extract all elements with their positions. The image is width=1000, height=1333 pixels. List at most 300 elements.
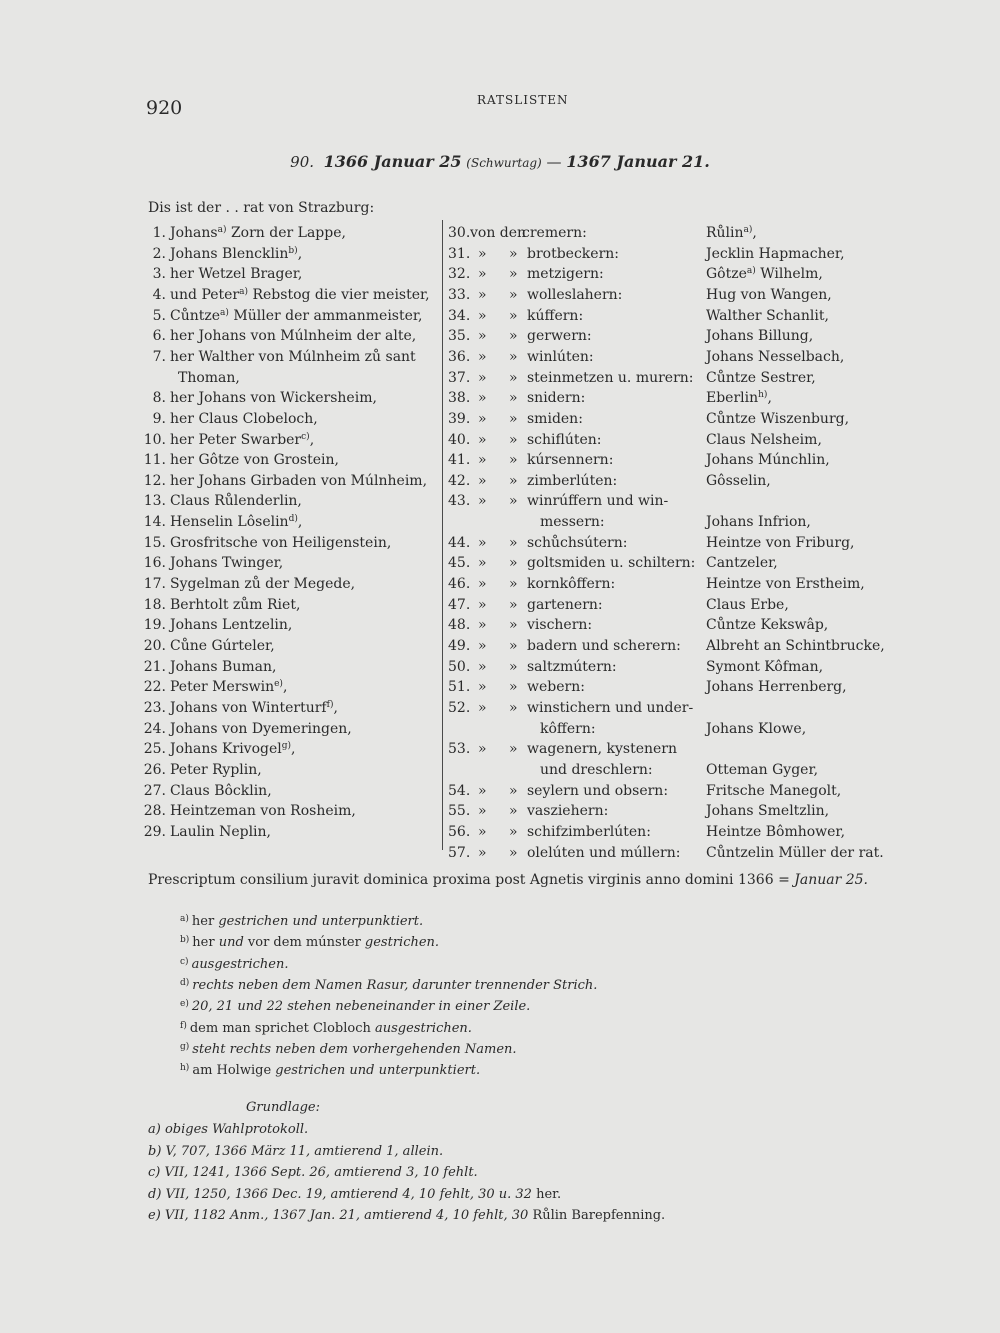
representative-tail: Wilhelm, — [755, 266, 823, 283]
guild-prefix: » — [478, 782, 487, 799]
representative-name: Cůntze Wiszenburg, — [706, 410, 850, 427]
footnote-marker: f) — [326, 699, 334, 710]
member-name — [170, 595, 300, 615]
member-name-tail: Zorn der Lappe, — [226, 225, 346, 241]
member-name-text: und Peter — [170, 286, 240, 303]
member-name — [170, 326, 416, 346]
member-name-text: Johans Blencklin — [170, 245, 289, 262]
representative-name: Walther Schanlit, — [706, 307, 829, 324]
member-number: 14. — [143, 514, 166, 531]
member-number: 7. — [152, 348, 166, 365]
member-name — [170, 491, 302, 511]
guild-representative — [706, 512, 811, 532]
guild-prefix-repeat: » — [509, 369, 518, 386]
guild-prefix-repeat: » — [509, 576, 518, 593]
member-name — [170, 719, 352, 739]
guild-prefix: » — [478, 410, 487, 427]
member-number: 23. — [143, 699, 166, 716]
representative-name: Claus Erbe, — [706, 596, 789, 613]
guild-prefix: » — [478, 266, 487, 283]
footnote-italic: ausgestrichen. — [375, 1020, 472, 1036]
guild-trade: vasziehern: — [527, 803, 609, 820]
guild-prefix-repeat: » — [509, 307, 518, 324]
footnote-italic-2: gestrichen. — [364, 935, 440, 951]
member-name — [170, 388, 377, 408]
representative-name: Johans Billung, — [706, 328, 814, 345]
representative-name: Johans Smeltzlin, — [706, 803, 830, 820]
member-name — [170, 533, 391, 553]
footnote-italic: steht rechts neben dem vorhergehenden Namen. — [192, 1041, 517, 1057]
representative-name: Heintze von Friburg, — [706, 534, 855, 551]
guild-representative — [706, 223, 757, 243]
guild-representative — [706, 595, 789, 615]
guild-prefix-repeat: » — [509, 286, 518, 303]
guild-number: 55. — [448, 803, 471, 820]
representative-name: Gôtze — [706, 266, 747, 283]
footnote-marker: a) — [746, 266, 756, 277]
footnote-mark: d) — [180, 977, 190, 988]
grundlage-title: Grundlage: — [246, 1100, 320, 1115]
member-number: 22. — [143, 679, 166, 696]
member-name-text: her Gôtze von Grostein, — [170, 452, 339, 469]
guild-representative — [706, 677, 847, 697]
guild-trade: messern: — [540, 514, 605, 531]
member-name — [170, 430, 314, 450]
footnote-marker: d) — [288, 514, 298, 525]
member-name — [170, 760, 262, 780]
representative-name: Eberlin — [706, 390, 759, 407]
guild-representative — [706, 636, 885, 656]
guild-prefix-repeat: » — [509, 844, 518, 861]
member-name — [170, 801, 356, 821]
prescript-date: Januar 25. — [794, 872, 868, 888]
member-name-text: her Johans von Wickersheim, — [170, 390, 377, 407]
member-number: 15. — [143, 534, 166, 551]
footnote-mark: c) — [180, 956, 189, 967]
member-name-text: Claus Růlenderlin, — [170, 493, 302, 510]
member-name — [170, 636, 275, 656]
page-number: 920 — [146, 97, 183, 119]
guild-prefix-repeat: » — [509, 390, 518, 407]
guild-prefix: » — [478, 286, 487, 303]
member-name — [170, 244, 302, 264]
guild-prefix-repeat: » — [509, 245, 518, 262]
document-number: 90. — [290, 153, 315, 171]
member-name-text: Johans Lentzelin, — [170, 617, 293, 634]
source-text: c) VII, 1241, 1366 Sept. 26, amtierend 3, 10 fehlt. — [148, 1165, 478, 1180]
guild-number: 48. — [448, 617, 471, 634]
date-start: 1366 Januar 25 — [323, 152, 462, 171]
member-number: 29. — [143, 823, 166, 840]
footnote-text: her — [192, 935, 219, 951]
member-name-text: Johans Twinger, — [170, 555, 284, 572]
member-number: 3. — [152, 266, 166, 283]
representative-name: Cůntzelin Müller der rat. — [706, 844, 884, 861]
member-name-text: her Johans Girbaden von Múlnheim, — [170, 472, 428, 489]
guild-number: 33. — [448, 286, 471, 303]
document-heading — [0, 152, 1000, 171]
guild-trade: kôffern: — [540, 720, 596, 737]
source-tail: her. — [531, 1186, 562, 1202]
member-number: 6. — [152, 328, 166, 345]
guild-prefix: » — [478, 390, 487, 407]
member-name-tail: , — [297, 245, 303, 262]
member-name — [170, 285, 430, 305]
guild-trade: gerwern: — [527, 328, 592, 345]
guild-representative — [706, 533, 855, 553]
guild-prefix-repeat: » — [509, 617, 518, 634]
guild-prefix-repeat: » — [509, 493, 518, 510]
guild-prefix-repeat: » — [509, 266, 518, 283]
guild-prefix-repeat: » — [509, 741, 518, 758]
guild-trade: winstichern und under- — [527, 699, 694, 716]
guild-number: 43. — [448, 493, 471, 510]
footnote-marker: a) — [743, 225, 753, 235]
representative-name: Otteman Gyger, — [706, 761, 819, 778]
member-name — [170, 409, 318, 429]
guild-representative — [706, 306, 829, 326]
guild-trade: badern und scherern: — [527, 638, 681, 654]
member-number: 11. — [143, 452, 166, 469]
representative-name: Růlin — [706, 225, 744, 241]
guild-representative — [706, 368, 816, 388]
member-name-text: Sygelman zů der Megede, — [170, 576, 356, 593]
representative-name: Hug von Wangen, — [706, 286, 832, 303]
representative-name: Fritsche Manegolt, — [706, 782, 842, 799]
guild-trade: gartenern: — [527, 596, 603, 613]
guild-number: 47. — [448, 596, 471, 613]
date-note: (Schwurtag) — [466, 156, 542, 170]
guild-number: 34. — [448, 307, 471, 324]
guild-prefix-repeat: » — [509, 534, 518, 551]
guild-prefix-repeat: » — [509, 596, 518, 613]
guild-representative — [706, 615, 828, 635]
source-text: e) VII, 1182 Anm., 1367 Jan. 21, amtierend 4, 10 fehlt, 30 — [148, 1208, 529, 1223]
member-name-text: Johans Buman, — [170, 658, 277, 675]
guild-prefix: » — [478, 823, 487, 840]
guild-representative — [706, 430, 822, 450]
source-entry — [148, 1187, 561, 1202]
guild-number: 46. — [448, 576, 471, 593]
source-text: b) V, 707, 1366 März 11, amtierend 1, allein. — [148, 1143, 444, 1159]
source-tail: Růlin Barepfenning. — [528, 1208, 666, 1223]
guild-number: 41. — [448, 452, 471, 469]
source-entry — [148, 1144, 443, 1159]
guild-number: 38. — [448, 390, 471, 407]
guild-prefix-repeat: » — [509, 452, 518, 469]
member-name-text: Claus Bôcklin, — [170, 782, 272, 799]
guild-number: 40. — [448, 431, 471, 448]
guild-representative — [706, 285, 832, 305]
guild-trade: seylern und obsern: — [527, 782, 669, 799]
guild-representative — [706, 264, 823, 284]
footnote — [180, 935, 439, 950]
guild-number: 56. — [448, 823, 471, 840]
guild-number: 51. — [448, 679, 471, 696]
footnote-mark: h) — [180, 1063, 190, 1074]
member-name-text: Johans — [170, 225, 218, 241]
member-name — [170, 574, 355, 594]
guild-number: 30. — [448, 225, 471, 241]
member-name-tail: Müller der ammanmeister, — [228, 307, 423, 324]
member-name — [170, 471, 427, 491]
source-entry — [148, 1165, 478, 1180]
prescript-line — [148, 872, 868, 888]
guild-trade: kúffern: — [527, 307, 584, 324]
footnote-text: am Holwige — [192, 1063, 276, 1079]
guild-trade: kornkôffern: — [527, 576, 616, 593]
representative-name: Cůntze Sestrer, — [706, 369, 816, 386]
intro-line: Dis ist der . . rat von Strazburg: — [148, 200, 375, 216]
guild-number: 37. — [448, 369, 471, 386]
member-number: 20. — [143, 638, 166, 654]
source-entry — [148, 1208, 665, 1223]
member-number: 8. — [152, 390, 166, 407]
guild-prefix-repeat: » — [509, 803, 518, 820]
guild-prefix-repeat: » — [509, 348, 518, 365]
footnote — [180, 914, 423, 929]
footnote-tail: vor dem múnster — [243, 935, 365, 951]
member-name-text: her Walther von Múlnheim zů sant — [170, 348, 416, 365]
guild-prefix: » — [478, 493, 487, 510]
guild-number: 42. — [448, 472, 471, 489]
guild-trade: winlúten: — [527, 348, 594, 365]
guild-number: 32. — [448, 266, 471, 283]
guild-trade: schifzimberlúten: — [527, 823, 651, 840]
guild-representative — [706, 843, 884, 863]
member-number: 5. — [152, 307, 166, 324]
guild-number: 45. — [448, 555, 471, 572]
member-name — [170, 781, 272, 801]
guild-prefix: » — [478, 534, 487, 551]
member-name — [170, 347, 416, 367]
guild-representative — [706, 760, 818, 780]
guild-prefix: » — [478, 452, 487, 469]
representative-name: Gôsselin, — [706, 472, 771, 489]
representative-name: Johans Herrenberg, — [706, 679, 847, 696]
footnote-mark: a) — [180, 914, 189, 924]
representative-name: Claus Nelsheim, — [706, 431, 822, 448]
date-end: 1367 Januar 21. — [566, 152, 710, 171]
representative-name: Jecklin Hapmacher, — [706, 245, 845, 262]
guild-number: 54. — [448, 782, 471, 799]
guild-representative — [706, 574, 865, 594]
guild-prefix: » — [478, 803, 487, 820]
guild-number: 57. — [448, 844, 471, 861]
member-name-text: Grosfritsche von Heiligenstein, — [170, 534, 392, 551]
guild-trade: und dreschlern: — [540, 761, 653, 778]
footnote — [180, 957, 289, 972]
member-name-tail: , — [309, 431, 315, 448]
guild-trade: winrúffern und win- — [527, 493, 669, 510]
guild-prefix: » — [478, 555, 487, 572]
guild-representative — [706, 326, 813, 346]
representative-name: Johans Nesselbach, — [706, 348, 845, 365]
representative-name: Albreht an Schintbrucke, — [706, 638, 885, 654]
member-name — [170, 657, 276, 677]
guild-trade: schiflúten: — [527, 431, 602, 448]
guild-representative — [706, 388, 772, 408]
member-name — [170, 698, 338, 718]
footnote — [180, 1063, 480, 1078]
guild-prefix-repeat: » — [509, 638, 518, 654]
footnote — [180, 1021, 472, 1036]
member-number: 28. — [143, 803, 166, 820]
footnote-italic: gestrichen und unterpunktiert. — [275, 1063, 481, 1079]
guild-representative — [706, 801, 829, 821]
guild-number: 36. — [448, 348, 471, 365]
member-number: 21. — [143, 658, 166, 675]
guild-representative — [706, 450, 830, 470]
guild-prefix-repeat: » — [509, 328, 518, 345]
guild-prefix-repeat: » — [509, 472, 518, 489]
member-name — [170, 306, 423, 326]
footnote-italic: und — [218, 935, 244, 951]
guild-prefix: von den — [470, 225, 527, 241]
guild-representative — [706, 244, 845, 264]
guild-prefix: » — [478, 658, 487, 675]
footnote-marker: h) — [758, 390, 768, 401]
footnote-marker: b) — [288, 245, 298, 256]
member-name-tail: Rebstog die vier meister, — [248, 286, 430, 303]
guild-representative — [706, 409, 849, 429]
member-name-text: Johans von Dyemeringen, — [170, 720, 352, 737]
footnote-italic: 20, 21 und 22 stehen nebeneinander in einer Zeile. — [191, 999, 531, 1015]
guild-trade: schůchsútern: — [527, 534, 628, 551]
guild-prefix: » — [478, 638, 487, 654]
guild-prefix: » — [478, 844, 487, 861]
guild-prefix: » — [478, 617, 487, 634]
source-text: d) VII, 1250, 1366 Dec. 19, amtierend 4, 10 fehlt, 30 u. 32 — [148, 1186, 532, 1202]
footnote-text: her — [191, 914, 219, 929]
guild-number: 44. — [448, 534, 471, 551]
guild-prefix-repeat: » — [509, 555, 518, 572]
guild-trade: wagenern, kystenern — [527, 741, 677, 758]
member-name-text: her Johans von Múlnheim der alte, — [170, 328, 417, 345]
member-number: 10. — [143, 431, 166, 448]
representative-tail: , — [767, 390, 772, 407]
footnote-mark: e) — [180, 999, 189, 1010]
member-name — [170, 450, 339, 470]
representative-tail: , — [752, 225, 757, 241]
footnote-text: dem man sprichet Clobloch — [189, 1020, 375, 1036]
prescript-text: Prescriptum consilium juravit dominica proxima post Agnetis virginis anno domini 1366 = — [148, 872, 795, 888]
footnote-marker: a) — [217, 225, 227, 235]
representative-name: Johans Infrion, — [706, 514, 811, 531]
guild-prefix-repeat: » — [509, 699, 518, 716]
guild-number: 50. — [448, 658, 471, 675]
guild-trade: vischern: — [527, 617, 593, 634]
member-name — [170, 223, 346, 243]
member-name-text: Peter Ryplin, — [170, 761, 262, 778]
guild-number: 53. — [448, 741, 471, 758]
footnote — [180, 999, 530, 1014]
member-number: 13. — [143, 493, 166, 510]
member-name-text: her Wetzel Brager, — [170, 266, 303, 283]
member-name-text: Henselin Lôselin — [170, 514, 289, 531]
member-name — [170, 553, 283, 573]
representative-name: Cantzeler, — [706, 555, 778, 572]
member-name — [170, 677, 287, 697]
guild-prefix-repeat: » — [509, 782, 518, 799]
member-number: 24. — [143, 720, 166, 737]
footnote-mark: f) — [180, 1020, 187, 1031]
member-name-tail: , — [297, 514, 303, 531]
guild-prefix-repeat: » — [509, 410, 518, 427]
source-entry — [148, 1122, 308, 1137]
member-number: 17. — [143, 576, 166, 593]
guild-prefix: » — [478, 576, 487, 593]
footnote-marker: a) — [239, 286, 249, 297]
member-number: 4. — [152, 286, 166, 303]
guild-prefix-repeat: » — [509, 431, 518, 448]
guild-trade: smiden: — [527, 410, 583, 427]
member-name-text: Heintzeman von Rosheim, — [170, 803, 356, 820]
footnote — [180, 1042, 517, 1057]
footnote-marker: g) — [281, 741, 292, 752]
member-name-text: her Claus Clobeloch, — [170, 410, 318, 427]
guild-trade: snidern: — [527, 390, 586, 407]
guild-trade: brotbeckern: — [527, 245, 619, 262]
guild-trade: cremern: — [522, 225, 587, 241]
member-name-tail: , — [282, 679, 288, 696]
footnote-marker: c) — [301, 431, 310, 442]
guild-representative — [706, 553, 778, 573]
guild-trade: metzigern: — [527, 266, 604, 283]
guild-representative — [706, 471, 771, 491]
member-name-tail: , — [333, 699, 338, 716]
guild-prefix: » — [478, 328, 487, 345]
guild-trade: goltsmiden u. schiltern: — [527, 555, 696, 572]
member-name — [170, 264, 302, 284]
guild-representative — [706, 822, 845, 842]
date-dash: — — [546, 153, 562, 171]
footnote-italic: rechts neben dem Namen Rasur, darunter trennender Strich. — [192, 977, 598, 993]
member-number: 19. — [143, 617, 166, 634]
representative-name: Johans Múnchlin, — [706, 452, 830, 469]
guild-prefix: » — [478, 699, 487, 716]
member-name-text: Berhtolt zům Riet, — [170, 596, 301, 613]
guild-prefix-repeat: » — [509, 823, 518, 840]
member-number: 25. — [143, 741, 166, 758]
member-name-text: her Peter Swarber — [170, 431, 302, 448]
guild-number: 31. — [448, 245, 471, 262]
guild-trade: saltzmútern: — [527, 658, 617, 675]
member-name — [178, 368, 240, 388]
footnote-marker: e) — [274, 679, 283, 690]
guild-trade: olelúten und múllern: — [527, 844, 681, 861]
guild-prefix-repeat: » — [509, 679, 518, 696]
representative-name: Symont Kôfman, — [706, 658, 824, 675]
guild-number: 35. — [448, 328, 471, 345]
guild-prefix: » — [478, 431, 487, 448]
member-name-text: Cůntze — [170, 307, 221, 324]
member-name — [170, 739, 295, 759]
member-number: 12. — [143, 472, 166, 489]
member-number: 27. — [143, 782, 166, 799]
guild-number: 52. — [448, 699, 471, 716]
guild-trade: steinmetzen u. murern: — [527, 369, 694, 386]
member-number: 26. — [143, 761, 166, 778]
member-name-tail: , — [291, 741, 296, 758]
footnote-marker: a) — [220, 307, 229, 318]
member-name — [170, 615, 292, 635]
member-name-text: Johans Krivogel — [170, 741, 282, 758]
footnote-italic: gestrichen und unterpunktiert. — [218, 914, 424, 929]
guild-number: 49. — [448, 638, 471, 654]
guild-prefix: » — [478, 307, 487, 324]
guild-trade: zimberlúten: — [527, 472, 618, 489]
